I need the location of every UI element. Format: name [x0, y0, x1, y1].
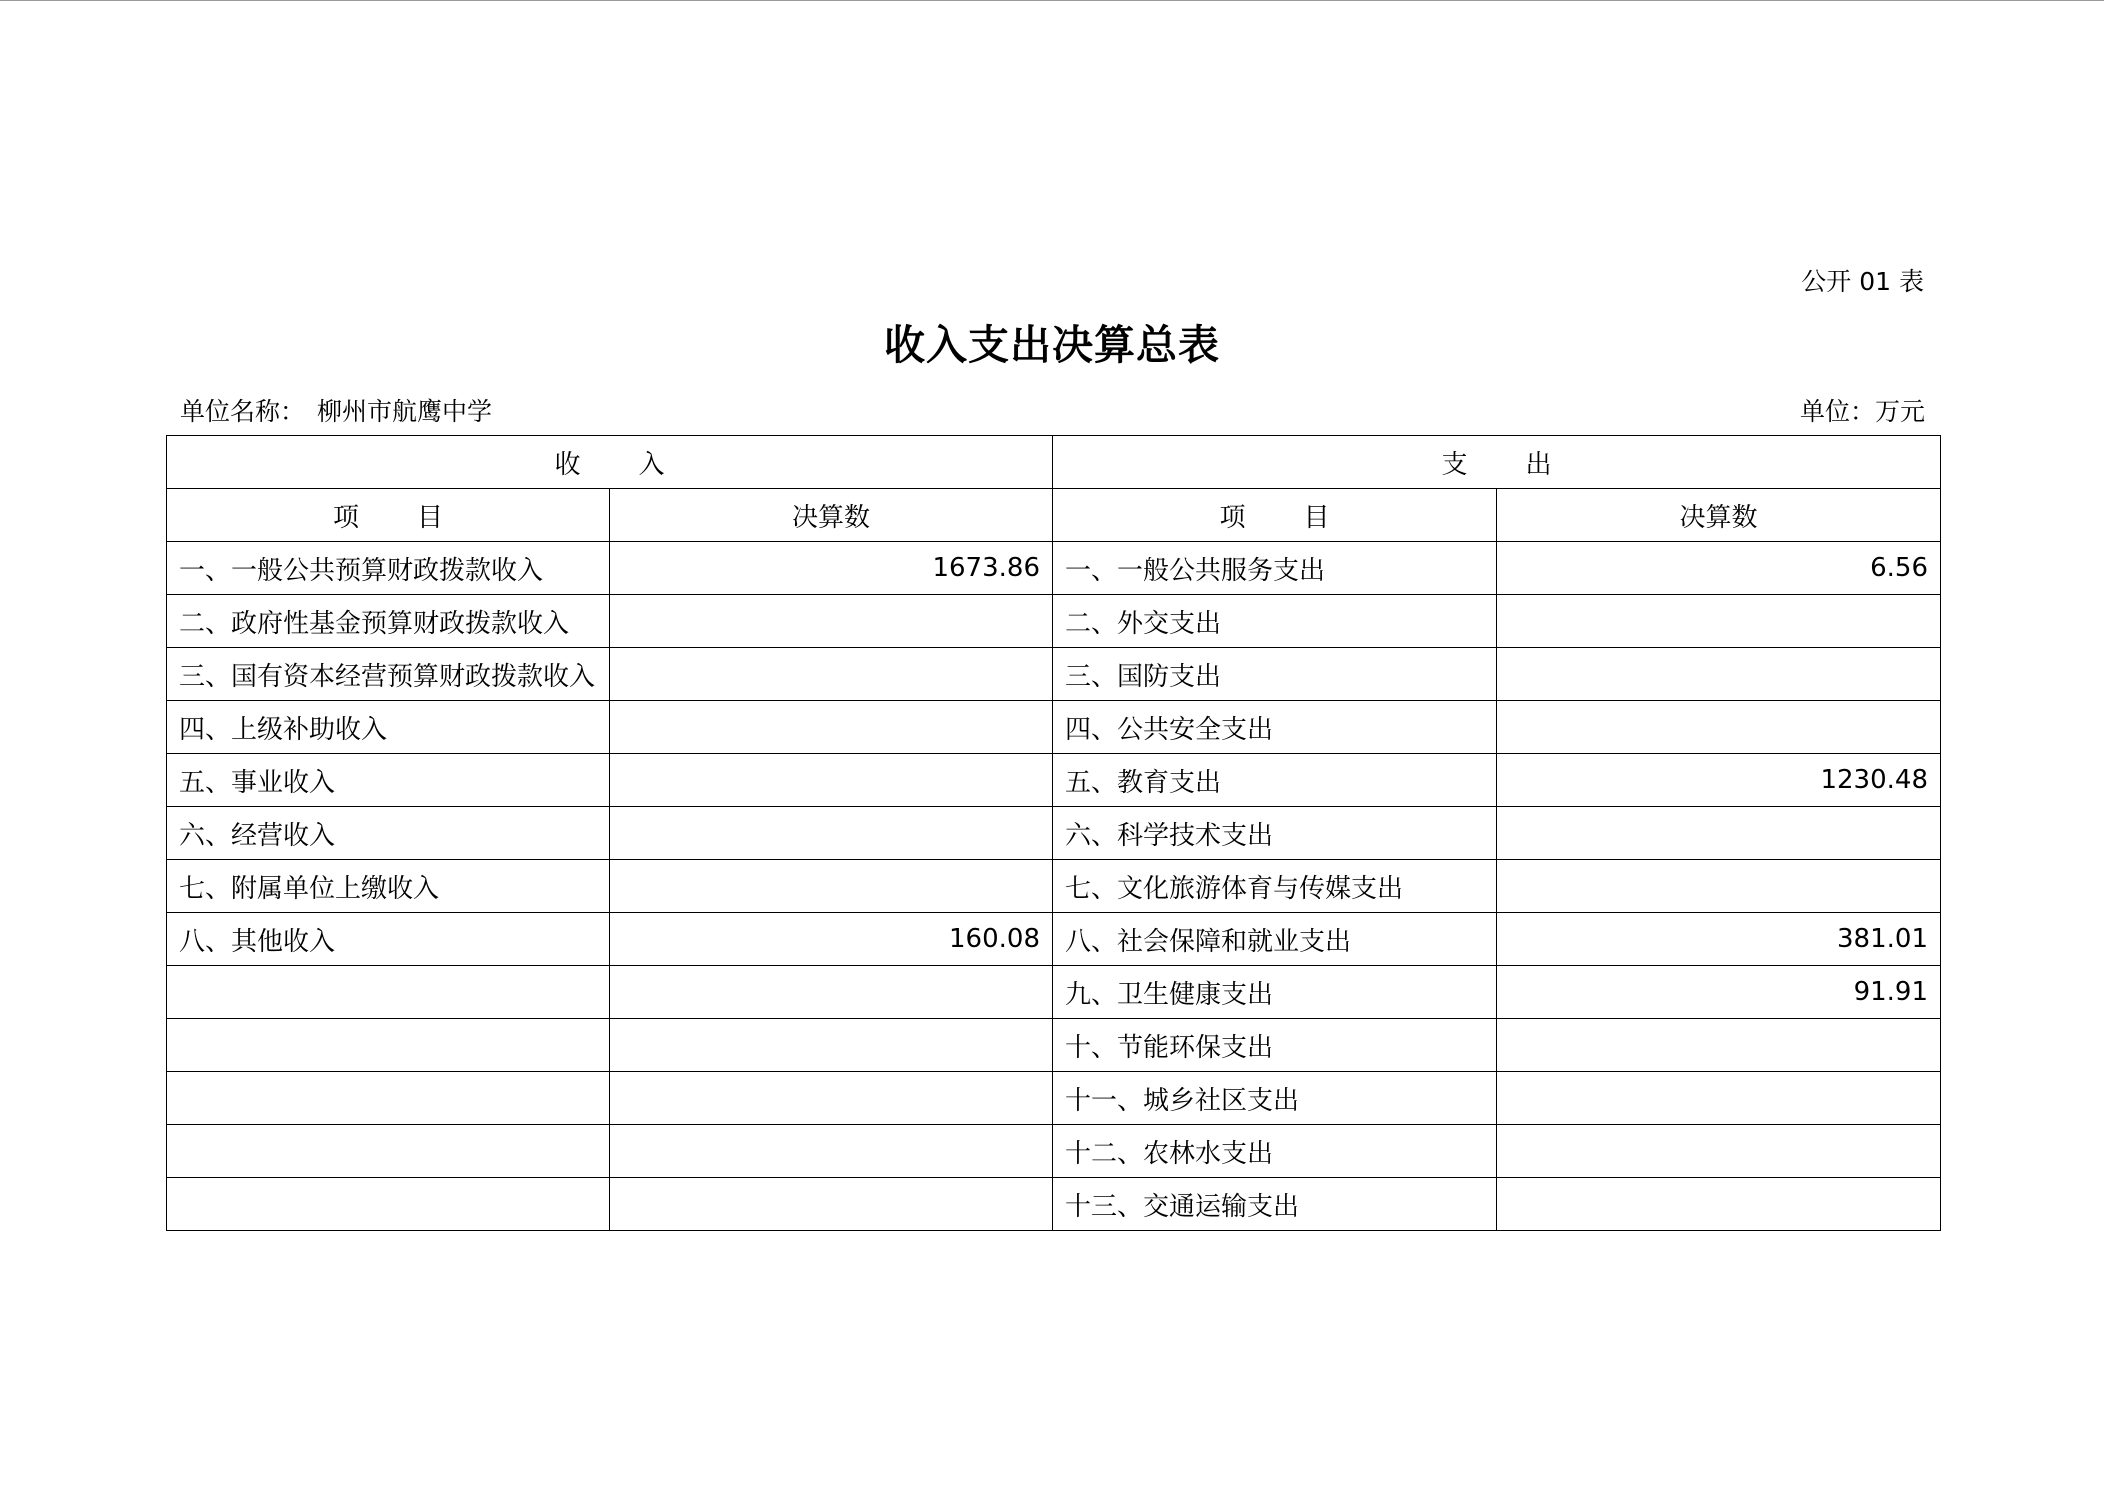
- income-item-cell: 三、国有资本经营预算财政拨款收入: [167, 648, 610, 701]
- income-item-header-char-2: 目: [417, 502, 444, 533]
- expense-item-cell: 八、社会保障和就业支出: [1053, 913, 1497, 966]
- income-amount-cell: [610, 701, 1053, 754]
- table-row: [167, 1072, 1941, 1125]
- income-section-header: [167, 436, 1053, 489]
- expense-amount-cell: [1497, 701, 1941, 754]
- income-amount-cell: [610, 860, 1053, 913]
- page-border: [0, 0, 2104, 1]
- income-item-cell: 四、上级补助收入: [167, 701, 610, 754]
- currency-unit: 单位：万元: [1799, 397, 1925, 426]
- income-amount-cell: [610, 807, 1053, 860]
- expense-amount-cell: 381.01: [1497, 913, 1941, 966]
- expense-item-cell: 十、节能环保支出: [1053, 1019, 1497, 1072]
- expense-amount-cell: [1497, 860, 1941, 913]
- income-amount-cell: [610, 648, 1053, 701]
- income-amount-cell: [610, 966, 1053, 1019]
- income-header-char-2: 入: [638, 449, 665, 480]
- income-amount-cell: [610, 1019, 1053, 1072]
- table-row: [167, 807, 1941, 860]
- expense-item-cell: 二、外交支出: [1053, 595, 1497, 648]
- expense-item-cell: 一、一般公共服务支出: [1053, 542, 1497, 595]
- table-row: [167, 966, 1941, 1019]
- unit-info-row: [180, 392, 1925, 428]
- income-item-header: [167, 489, 610, 542]
- table-row: [167, 1125, 1941, 1178]
- expense-amount-cell: 6.56: [1497, 542, 1941, 595]
- table-row: [167, 648, 1941, 701]
- expense-amount-cell: [1497, 1019, 1941, 1072]
- unit-name-value: 柳州市航鹰中学: [317, 397, 493, 426]
- expense-amount-cell: [1497, 807, 1941, 860]
- income-amount-cell: [610, 1178, 1053, 1231]
- expense-section-header: [1053, 436, 1941, 489]
- expense-item-cell: 六、科学技术支出: [1053, 807, 1497, 860]
- expense-item-cell: 四、公共安全支出: [1053, 701, 1497, 754]
- expense-amount-cell: [1497, 1072, 1941, 1125]
- table-row: [167, 595, 1941, 648]
- income-item-cell: 六、经营收入: [167, 807, 610, 860]
- expense-amount-cell: [1497, 1178, 1941, 1231]
- income-item-cell: 七、附属单位上缴收入: [167, 860, 610, 913]
- column-header-row: [167, 489, 1941, 542]
- expense-item-cell: 九、卫生健康支出: [1053, 966, 1497, 1019]
- income-item-cell: 一、一般公共预算财政拨款收入: [167, 542, 610, 595]
- expense-item-cell: 十一、城乡社区支出: [1053, 1072, 1497, 1125]
- income-item-cell: 八、其他收入: [167, 913, 610, 966]
- table-row: [167, 542, 1941, 595]
- income-item-cell: [167, 966, 610, 1019]
- expense-item-header-char-1: 项: [1219, 502, 1246, 533]
- table-row: [167, 754, 1941, 807]
- table-row: [167, 913, 1941, 966]
- income-expense-table: [166, 435, 1941, 1231]
- section-header-row: [167, 436, 1941, 489]
- expense-item-cell: 十三、交通运输支出: [1053, 1178, 1497, 1231]
- income-amount-cell: [610, 595, 1053, 648]
- income-amount-header: 决算数: [610, 489, 1053, 542]
- income-item-cell: [167, 1072, 610, 1125]
- expense-item-header-char-2: 目: [1303, 502, 1330, 533]
- table-row: [167, 860, 1941, 913]
- income-item-cell: 二、政府性基金预算财政拨款收入: [167, 595, 610, 648]
- expense-header-char-2: 出: [1525, 449, 1552, 480]
- unit-name-label: 单位名称：: [180, 397, 306, 426]
- income-item-cell: [167, 1125, 610, 1178]
- expense-amount-cell: [1497, 648, 1941, 701]
- expense-item-cell: 五、教育支出: [1053, 754, 1497, 807]
- income-amount-cell: 160.08: [610, 913, 1053, 966]
- expense-header-char-1: 支: [1441, 449, 1468, 480]
- page-title: 收入支出决算总表: [884, 321, 1220, 369]
- income-item-cell: [167, 1019, 610, 1072]
- form-code: 公开 01 表: [1801, 267, 1924, 296]
- expense-item-cell: 三、国防支出: [1053, 648, 1497, 701]
- income-amount-cell: 1673.86: [610, 542, 1053, 595]
- expense-amount-cell: 1230.48: [1497, 754, 1941, 807]
- income-item-cell: 五、事业收入: [167, 754, 610, 807]
- expense-amount-cell: [1497, 595, 1941, 648]
- income-amount-cell: [610, 754, 1053, 807]
- expense-item-header: [1053, 489, 1497, 542]
- expense-amount-cell: 91.91: [1497, 966, 1941, 1019]
- income-item-header-char-1: 项: [332, 502, 359, 533]
- table-row: [167, 1178, 1941, 1231]
- table-row: [167, 701, 1941, 754]
- expense-amount-cell: [1497, 1125, 1941, 1178]
- unit-name: [180, 392, 492, 428]
- expense-item-cell: 十二、农林水支出: [1053, 1125, 1497, 1178]
- table-row: [167, 1019, 1941, 1072]
- income-item-cell: [167, 1178, 610, 1231]
- income-amount-cell: [610, 1072, 1053, 1125]
- income-header-char-1: 收: [554, 449, 581, 480]
- expense-item-cell: 七、文化旅游体育与传媒支出: [1053, 860, 1497, 913]
- income-amount-cell: [610, 1125, 1053, 1178]
- expense-amount-header: 决算数: [1497, 489, 1941, 542]
